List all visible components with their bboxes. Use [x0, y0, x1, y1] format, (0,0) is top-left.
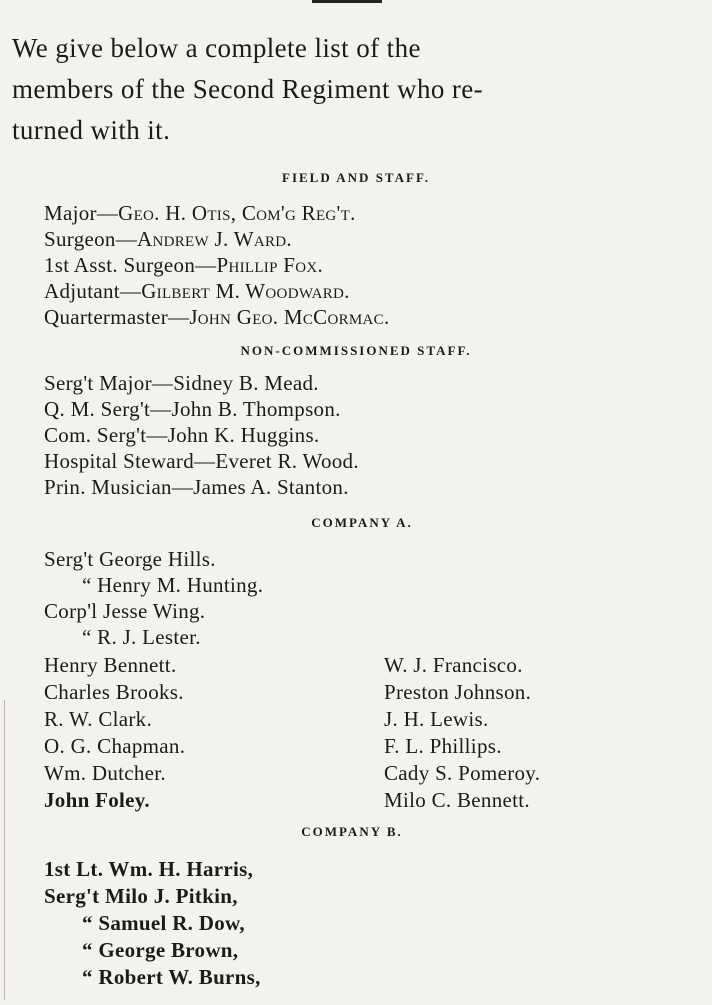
list-item: Cady S. Pomeroy.: [384, 761, 541, 785]
entry-name: Geo. H. Otis, Com'g Reg't.: [118, 201, 356, 225]
entry-role: Quartermaster—: [44, 305, 190, 329]
nc-staff-heading: NON-COMMISSIONED STAFF.: [240, 343, 472, 358]
entry-role: Adjutant—: [44, 279, 142, 303]
nc-staff-entry: Serg't Major—Sidney B. Mead.: [44, 371, 319, 395]
field-staff-entry: [44, 226, 292, 252]
list-item: F. L. Phillips.: [384, 734, 502, 758]
intro-line: members of the Second Regiment who re-: [12, 74, 484, 104]
list-item: Preston Johnson.: [384, 680, 532, 704]
field-staff-entry: [44, 278, 350, 304]
field-staff-entry: [44, 304, 390, 330]
list-item: Milo C. Bennett.: [384, 788, 530, 812]
entry-role: 1st Asst. Surgeon—: [44, 253, 217, 277]
list-item: Henry Bennett.: [44, 653, 177, 677]
company-b-entry: “ Samuel R. Dow,: [82, 911, 245, 935]
company-a-right-column: [384, 652, 540, 814]
nc-staff-entry: Hospital Steward—Everet R. Wood.: [44, 449, 359, 473]
entry-role: Major—: [44, 201, 119, 225]
company-a-officer: “ R. J. Lester.: [82, 625, 201, 649]
company-a-officer: Serg't George Hills.: [44, 547, 216, 571]
field-staff-entry: [44, 252, 323, 278]
intro-line: turned with it.: [12, 115, 171, 145]
list-item: John Foley.: [44, 788, 150, 812]
entry-role: Surgeon—: [44, 227, 138, 251]
company-b-entry: Serg't Milo J. Pitkin,: [44, 884, 238, 908]
intro-line: We give below a complete list of the: [12, 33, 421, 63]
list-item: R. W. Clark.: [44, 707, 153, 731]
entry-name: John Geo. McCormac.: [189, 305, 390, 329]
company-a-heading: COMPANY A.: [311, 515, 413, 530]
list-item: W. J. Francisco.: [384, 653, 523, 677]
entry-name: Phillip Fox.: [216, 253, 324, 277]
company-b-entry: “ George Brown,: [82, 938, 239, 962]
company-b-heading: COMPANY B.: [301, 824, 403, 839]
company-b-entry: 1st Lt. Wm. H. Harris,: [44, 857, 254, 881]
intro-paragraph: [12, 28, 694, 151]
nc-staff-entry: Q. M. Serg't—John B. Thompson.: [44, 397, 341, 421]
nc-staff-entry: Prin. Musician—James A. Stanton.: [44, 475, 349, 499]
field-staff-entry: [44, 200, 356, 226]
company-a-officer: “ Henry M. Hunting.: [82, 573, 264, 597]
list-item: O. G. Chapman.: [44, 734, 186, 758]
entry-name: Andrew J. Ward.: [137, 227, 292, 251]
field-staff-heading: FIELD AND STAFF.: [282, 170, 430, 185]
nc-staff-entry: Com. Serg't—John K. Huggins.: [44, 423, 320, 447]
list-item: Charles Brooks.: [44, 680, 184, 704]
entry-name: Gilbert M. Woodward.: [141, 279, 350, 303]
list-item: J. H. Lewis.: [384, 707, 489, 731]
company-a-left-column: [44, 652, 185, 814]
list-item: Wm. Dutcher.: [44, 761, 166, 785]
company-b-entry: “ Robert W. Burns,: [82, 965, 261, 989]
column-edge: [4, 700, 5, 1000]
top-rule: [312, 0, 382, 3]
company-a-officer: Corp'l Jesse Wing.: [44, 599, 206, 623]
